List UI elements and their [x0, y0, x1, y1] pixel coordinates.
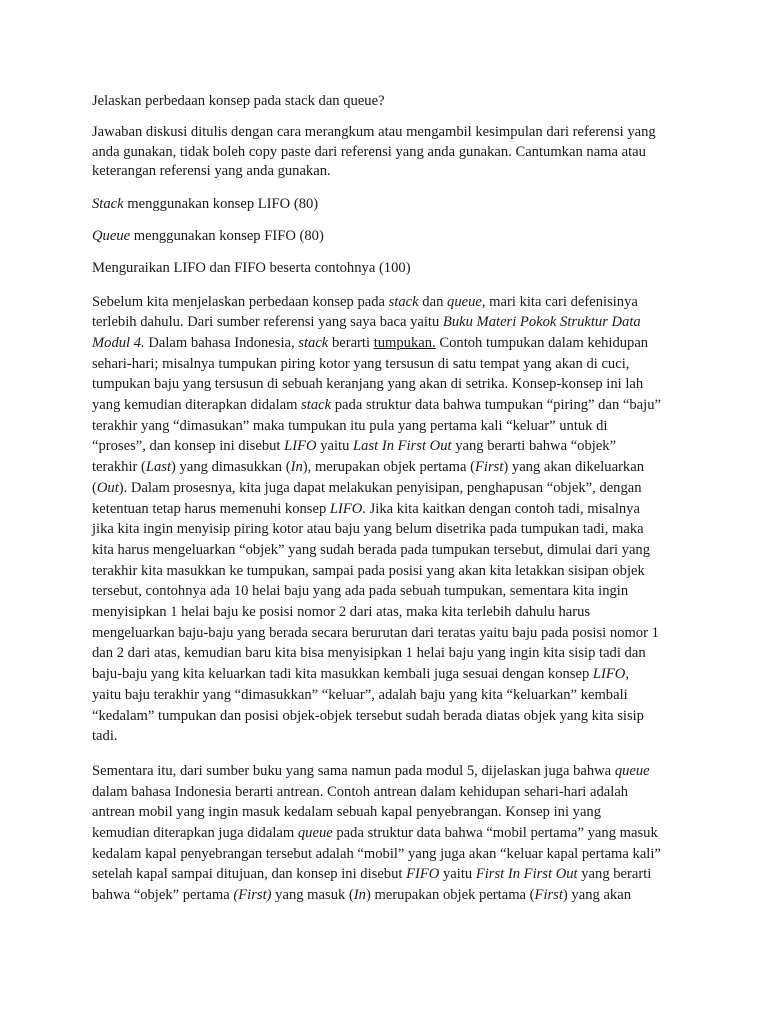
body-line: kita harus mengeluarkan “objek” yang sudah berada pada tumpukan tersebut, dimulai dari yang	[92, 541, 651, 558]
body-line: mengeluarkan baju-baju yang berada secara berurutan dari teratas yaitu baju pada posisi nomor 1	[92, 624, 659, 641]
queue-term: Queue	[92, 227, 131, 244]
body-line: dan 2 dari atas, kemudian baru kita bisa menyisipkan 1 helai baju yang ingin kita sisip tadi dan	[92, 645, 646, 662]
body-line: terakhir kita masukkan ke tumpukan, sampai pada posisi yang akan kita letakkan sisipan objek	[92, 562, 645, 579]
tumpukan-underlined: tumpukan.	[373, 334, 436, 351]
body-line: sehari-hari; misalnya tumpukan piring kotor yang tersusun di satu tempat yang akan di cuci,	[92, 355, 630, 372]
criteria-stack	[92, 194, 692, 214]
criteria-stack-text: menggunakan konsep LIFO (80)	[123, 195, 319, 212]
stack-explanation-paragraph	[92, 292, 692, 747]
body-line: bahwa “objek” pertama (First) yang masuk (In) merupakan objek pertama (First) yang akan	[92, 887, 631, 904]
body-line: menyisipkan 1 helai baju ke posisi nomor 2 dari atas, maka kita terlebih dahulu harus	[92, 604, 591, 621]
instruction-line: anda gunakan, tidak boleh copy paste dari referensi yang anda gunakan. Cantumkan nama atau	[92, 143, 646, 160]
instruction-line: Jawaban diskusi ditulis dengan cara merangkum atau mengambil kesimpulan dari referensi yang	[92, 124, 656, 140]
body-line: kemudian diterapkan juga didalam queue pada struktur data bahwa “mobil pertama” yang masuk	[92, 825, 658, 842]
criteria-lifo-fifo: Menguraikan LIFO dan FIFO beserta contohnya (100)	[92, 259, 411, 276]
body-line: Modul 4. Dalam bahasa Indonesia, stack berarti tumpukan. Contoh tumpukan dalam kehidupan	[92, 334, 649, 351]
document-page	[92, 91, 692, 918]
body-line: jika kita ingin menyisip piring kotor atau baju yang belum disetrika pada tumpukan tadi, maka	[92, 521, 644, 538]
body-line: baju-baju yang kita keluarkan tadi kita masukkan kembali juga sesuai dengan konsep LIFO,	[92, 666, 629, 683]
instruction-paragraph	[92, 123, 692, 182]
body-line: yaitu baju terakhir yang “dimasukkan” “keluar”, adalah baju yang kita “keluarkan” kembali	[92, 686, 628, 703]
criteria-queue-text: menggunakan konsep FIFO (80)	[130, 227, 324, 244]
body-line: terakhir (Last) yang dimasukkan (In), merupakan objek pertama (First) yang akan dikeluarkan	[92, 459, 644, 476]
body-line: (Out). Dalam prosesnya, kita juga dapat melakukan penyisipan, penghapusan “objek”, dengan	[92, 479, 642, 496]
body-line: kedalam kapal penyebrangan tersebut adalah “mobil” yang juga akan “keluar kapal pertama kali”	[92, 845, 661, 862]
body-line: “proses”, dan konsep ini disebut LIFO yaitu Last In First Out yang berarti bahwa “objek”	[92, 438, 617, 455]
body-line: tadi.	[92, 728, 118, 745]
criteria-queue	[92, 226, 692, 246]
body-line: setelah kapal sampai ditujuan, dan konsep ini disebut FIFO yaitu First In First Out yang berarti	[92, 866, 652, 883]
body-line: tersebut, contohnya ada 10 helai baju yang ada pada sebuah tumpukan, sementara kita ingin	[92, 583, 629, 600]
queue-explanation-paragraph	[92, 761, 692, 906]
body-line: terakhir yang “dimasukan” maka tumpukan itu pula yang pertama kali “keluar” untuk di	[92, 417, 608, 434]
body-line: antrean mobil yang ingin masuk kedalam sebuah kapal penyebrangan. Konsep ini yang	[92, 804, 602, 821]
body-line: dalam bahasa Indonesia berarti antrean. Contoh antrean dalam kehidupan sehari-hari adalah	[92, 783, 629, 800]
body-line: Sebelum kita menjelaskan perbedaan konsep pada stack dan queue, mari kita cari defenisinya	[92, 293, 638, 310]
body-line: tumpukan baju yang tersusun di sebuah keranjang yang akan di setrika. Konsep-konsep ini lah	[92, 376, 644, 393]
instruction-line: keterangan referensi yang anda gunakan.	[92, 163, 331, 179]
body-line: terlebih dahulu. Dari sumber referensi yang saya baca yaitu Buku Materi Pokok Struktur Data	[92, 314, 641, 331]
body-line: “kedalam” tumpukan dan posisi objek-objek tersebut sudah berada diatas objek yang kita sisip	[92, 707, 644, 724]
body-line: Sementara itu, dari sumber buku yang sama namun pada modul 5, dijelaskan juga bahwa queue	[92, 762, 650, 779]
question-heading: Jelaskan perbedaan konsep pada stack dan queue?	[92, 93, 385, 109]
body-line: ketentuan tetap harus memenuhi konsep LIFO. Jika kita kaitkan dengan contoh tadi, misalnya	[92, 500, 640, 517]
body-line: yang kemudian diterapkan didalam stack pada struktur data bahwa tumpukan “piring” dan “baju”	[92, 397, 661, 414]
stack-term: Stack	[92, 195, 124, 212]
